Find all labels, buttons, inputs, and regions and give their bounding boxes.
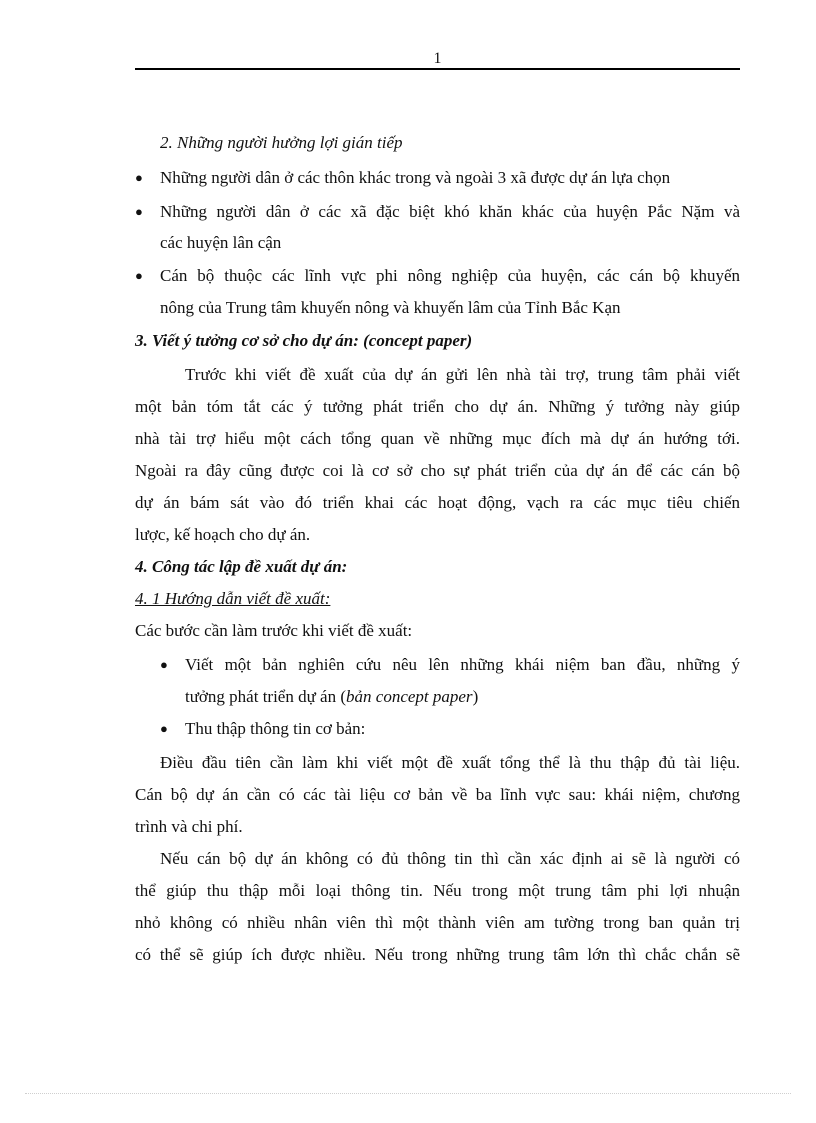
bullet-icon: ● [160, 721, 168, 736]
section4-paragraph1-line: trình và chi phí. [135, 817, 243, 836]
section2-bullet1-line1: Những người dân ở các thôn khác trong và ngoài 3 xã được dự án lựa chọn [160, 168, 671, 187]
section4-paragraph2-line: Nếu cán bộ dự án không có đủ thông tin thì cần xác định ai sẽ là người có [160, 849, 740, 868]
section3-heading: 3. Viết ý tưởng cơ sở cho dự án: (concept paper) [135, 331, 473, 350]
bullet1-line2-suffix: ) [472, 687, 479, 706]
section3-paragraph-line: Ngoài ra đây cũng được coi là cơ sở cho sự phát triển của dự án để các cán bộ [135, 461, 740, 480]
bullet-icon: ● [135, 170, 143, 185]
section4-heading: 4. Công tác lập đề xuất dự án: [135, 557, 348, 576]
section4-intro: Các bước cần làm trước khi viết đề xuất: [135, 621, 413, 640]
section4-bullet1-line2 [185, 687, 478, 707]
section3-paragraph-line: một bản tóm tắt các ý tưởng phát triển cho dự án. Những ý tưởng này giúp [135, 397, 740, 416]
section4-bullet1-line1: Viết một bản nghiên cứu nêu lên những khái niệm ban đầu, những ý [185, 655, 740, 674]
section2-heading: 2. Những người hưởng lợi gián tiếp [160, 133, 403, 152]
bullet1-line2-prefix: tưởng phát triển dự án ( [185, 687, 347, 706]
section3-paragraph-line: lược, kế hoạch cho dự án. [135, 525, 311, 544]
section2-bullet2-line2: các huyện lân cận [160, 233, 282, 252]
section4-paragraph2-line: nhỏ không có nhiều nhân viên thì một thành viên am tường trong ban quản trị [135, 913, 740, 932]
section4-paragraph1-line: Điều đầu tiên cần làm khi viết một đề xuất tổng thể là thu thập đủ tài liệu. [160, 753, 740, 772]
section4-paragraph1-line: Cán bộ dự án cần có các tài liệu cơ bản về ba lĩnh vực sau: khái niệm, chương [135, 785, 740, 804]
section3-paragraph-line: Trước khi viết đề xuất của dự án gửi lên nhà tài trợ, trung tâm phải viết [185, 365, 740, 384]
section4-subheading: 4. 1 Hướng dẫn viết đề xuất: [135, 589, 331, 608]
section2-bullet3-line2: nông của Trung tâm khuyến nông và khuyến lâm của Tỉnh Bắc Kạn [160, 298, 621, 317]
page-number: 1 [433, 50, 442, 67]
section3-paragraph-line: dự án bám sát vào đó triển khai các hoạt động, vạch ra các mục tiêu chiến [135, 493, 740, 512]
section4-bullet2: Thu thập thông tin cơ bản: [185, 719, 366, 738]
bullet-icon: ● [135, 268, 143, 283]
bullet-icon: ● [135, 204, 143, 219]
footer-rule [25, 1093, 791, 1094]
section2-bullet3-line1: Cán bộ thuộc các lĩnh vực phi nông nghiệp của huyện, các cán bộ khuyến [160, 266, 740, 285]
bullet1-line2-italic: bản concept paper [346, 687, 473, 706]
header-rule [135, 68, 740, 70]
section4-paragraph2-line: thể giúp thu thập mỗi loại thông tin. Nếu trong một trung tâm phi lợi nhuận [135, 881, 740, 900]
section3-paragraph-line: nhà tài trợ hiểu một cách tổng quan về những mục đích mà dự án hướng tới. [135, 429, 740, 448]
section4-paragraph2-line: có thể sẽ giúp ích được nhiều. Nếu trong những trung tâm lớn thì chắc chắn sẽ [135, 945, 740, 964]
bullet-icon: ● [160, 657, 168, 672]
section2-bullet2-line1: Những người dân ở các xã đặc biệt khó khăn khác của huyện Pắc Nặm và [160, 202, 740, 221]
